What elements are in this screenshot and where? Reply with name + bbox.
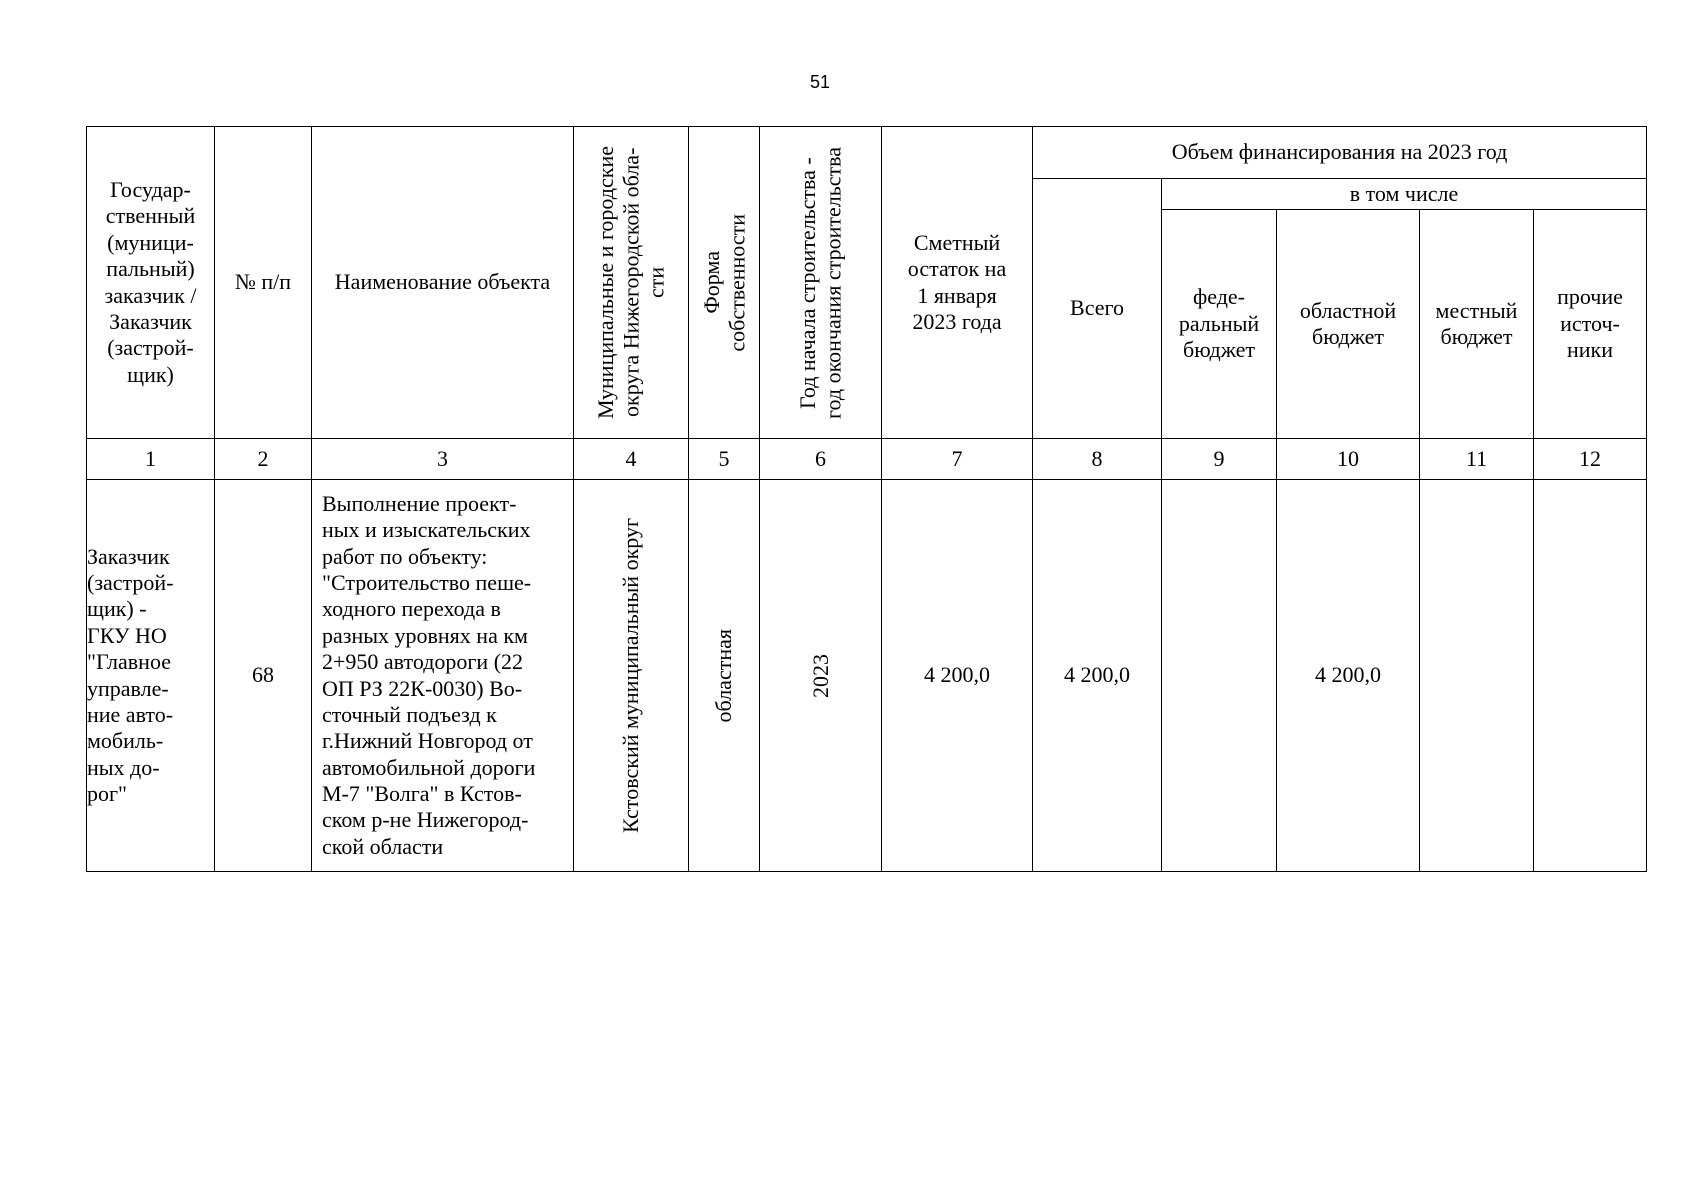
- column-number: 12: [1534, 439, 1647, 480]
- header-ownership: Форма собственности: [698, 213, 749, 352]
- column-number: 2: [215, 439, 312, 480]
- header-row-1: [87, 127, 1647, 179]
- header-object-name: Наименование объекта: [312, 127, 574, 439]
- header-years-cell: [760, 127, 882, 439]
- header-local: местный бюджет: [1420, 210, 1534, 439]
- cell-municipality: Кстовский муниципальный округ: [618, 518, 644, 833]
- header-estimate-balance: Сметный остаток на 1 января 2023 года: [882, 127, 1033, 439]
- cell-estimate-balance: 4 200,0: [882, 480, 1033, 872]
- column-number: 4: [574, 439, 689, 480]
- header-number: № п/п: [215, 127, 312, 439]
- header-federal: феде- ральный бюджет: [1162, 210, 1277, 439]
- column-number: 8: [1033, 439, 1162, 480]
- column-number: 9: [1162, 439, 1277, 480]
- cell-local: [1420, 480, 1534, 872]
- header-regional: областной бюджет: [1277, 210, 1420, 439]
- cell-federal: [1162, 480, 1277, 872]
- header-municipality: Муниципальные и городские округа Нижегородской обла- сти: [593, 146, 669, 419]
- cell-municipality-cell: [574, 480, 689, 872]
- column-number-row: [87, 439, 1647, 480]
- cell-customer: Заказчик (застрой- щик) - ГКУ НО "Главное управле- ние авто- мобиль- ных до- рог": [87, 480, 215, 872]
- header-years: Год начала строительства - год окончания строительства: [795, 146, 846, 419]
- table-row: [87, 480, 1647, 872]
- page-number: 51: [809, 72, 831, 92]
- cell-ownership-cell: [689, 480, 760, 872]
- header-including: в том числе: [1162, 179, 1647, 210]
- cell-years-cell: [760, 480, 882, 872]
- cell-regional: 4 200,0: [1277, 480, 1420, 872]
- financing-table: [86, 126, 1647, 872]
- cell-object-name: Выполнение проект- ных и изыскательских работ по объекту: "Строительство пеше- ходного перехода в разных уровнях на км 2+950 автодороги (22 ОП РЗ 22К-0030) Во- сточный подъезд к г.Нижний Новгород от автомобильной дороги М-7 "Волга" в Кстов- ском р-не Нижегород- ской области: [312, 480, 574, 872]
- column-number: 1: [87, 439, 215, 480]
- cell-years: 2023: [807, 653, 833, 698]
- column-number: 11: [1420, 439, 1534, 480]
- cell-ownership: областная: [711, 628, 737, 723]
- cell-total: 4 200,0: [1033, 480, 1162, 872]
- header-other: прочие источ- ники: [1534, 210, 1647, 439]
- column-number: 6: [760, 439, 882, 480]
- header-ownership-cell: [689, 127, 760, 439]
- header-municipality-cell: [574, 127, 689, 439]
- column-number: 10: [1277, 439, 1420, 480]
- cell-number: 68: [215, 480, 312, 872]
- header-financing-group: Объем финансирования на 2023 год: [1033, 127, 1647, 179]
- column-number: 5: [689, 439, 760, 480]
- column-number: 3: [312, 439, 574, 480]
- cell-other: [1534, 480, 1647, 872]
- header-customer: Государ- ственный (муници- пальный) заказчик / Заказчик (застрой- щик): [87, 127, 215, 439]
- header-total: Всего: [1033, 179, 1162, 439]
- column-number: 7: [882, 439, 1033, 480]
